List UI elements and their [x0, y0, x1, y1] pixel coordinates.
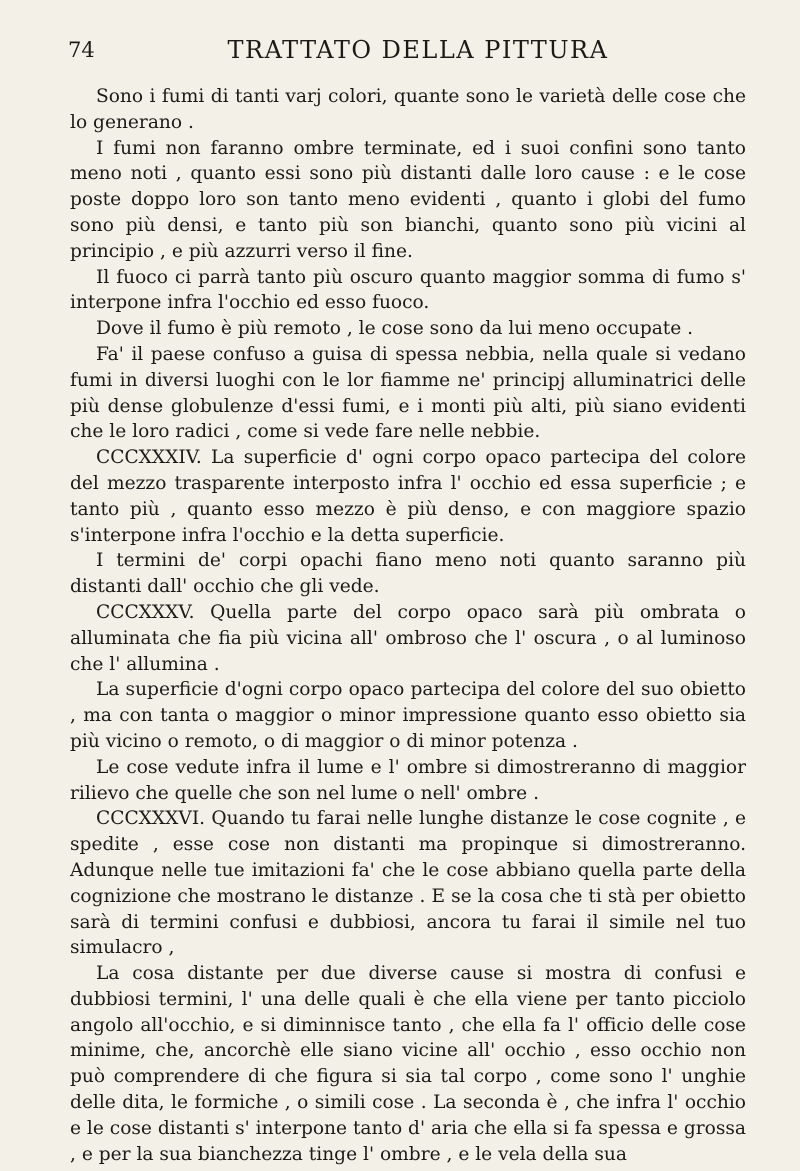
paragraph-distant-causes: La cosa distante per due diverse cause si mostra di confusi e dubbiosi termini, l' una delle quali è che ella viene per tanto picciolo angolo all'occhio, e si diminnisce tanto , che ella fa l' officio delle cose minime, che, ancorchè elle siano vicine all' occhio , esso occhio non può comprendere di che figura si sia tal corpo , come sono l' unghie delle dita, le formiche , o simili cose . La seconda è , che infra l' occhio e le cose distanti s' interpone tanto d' aria che ella si fa spessa e grossa , e per la sua bianchezza tinge l' ombre , e le vela della sua — [70, 963, 746, 1165]
paragraph-remote-smoke: Dove il fumo è più remoto , le cose sono da lui meno occupate . — [96, 318, 694, 340]
paragraph-opaque-edges: I termini de' corpi opachi fiano meno noti quanto saranno più distanti dall' occhio che gli vede. — [70, 550, 746, 598]
running-title: TRATTATO DELLA PITTURA — [227, 36, 609, 64]
paragraph-cccxxxiv: CCCXXXIV. La superficie d' ogni corpo opaco partecipa del colore del mezzo trasparente interposto infra l' occhio ed essa superficie ; e tanto più , quanto esso mezzo è più denso, e con maggiore spazio s'interpone infra l'occhio e la detta superficie. — [70, 447, 746, 546]
paragraph-cccxxxvi: CCCXXXVI. Quando tu farai nelle lunghe distanze le cose cognite , e spedite , esse cose non distanti ma propinque si dimostreranno. Adunque nelle tue imitazioni fa' che le cose abbiano quella parte della cognizione che mostrano le distanze . E se la cosa che ti stà per obietto sarà di termini confusi e dubbiosi, ancora tu farai il simile nel tuo simulacro , — [70, 808, 746, 959]
page-number: 74 — [68, 38, 95, 62]
paragraph-smoke-colors: Sono i fumi di tanti varj colori, quante sono le varietà delle cose che lo generano . — [70, 86, 746, 133]
paragraph-confused-landscape: Fa' il paese confuso a guisa di spessa nebbia, nella quale si vedano fumi in diversi luoghi con le lor fiamme ne' principj alluminatrici delle più dense globulenze d'essi fumi, e i monti più alti, più siano evidenti che le loro radici , come si vede fare nelle nebbie. — [70, 343, 746, 443]
paragraph-fire-darkness: Il fuoco ci parrà tanto più oscuro quanto maggior somma di fumo s' interpone infra l'occhio ed esso fuoco. — [70, 266, 746, 314]
body-text — [70, 84, 746, 1167]
running-head — [70, 34, 746, 74]
paragraph-cccxxxv: CCCXXXV. Quella parte del corpo opaco sarà più ombrata o alluminata che fia più vicina all' ombroso che l' oscura , o al luminoso che l' allumina . — [70, 601, 746, 675]
paragraph-smoke-shadows: I fumi non faranno ombre terminate, ed i suoi confini sono tanto meno noti , quanto essi sono più distanti dalle loro cause : e le cose poste doppo loro son tanto meno evidenti , quanto i globi del fumo sono più densi, e tanto più son bianchi, quanto sono più vicini al principio , e più azzurri verso il fine. — [70, 137, 746, 262]
paragraph-relief: Le cose vedute infra il lume e l' ombre si dimostreranno di maggior rilievo che quelle che son nel lume o nell' ombre . — [70, 756, 746, 804]
paragraph-object-color: La superficie d'ogni corpo opaco partecipa del colore del suo obietto , ma con tanta o maggior o minor impressione quanto esso obietto sia più vicino o remoto, o di maggior o di minor potenza . — [70, 679, 746, 752]
